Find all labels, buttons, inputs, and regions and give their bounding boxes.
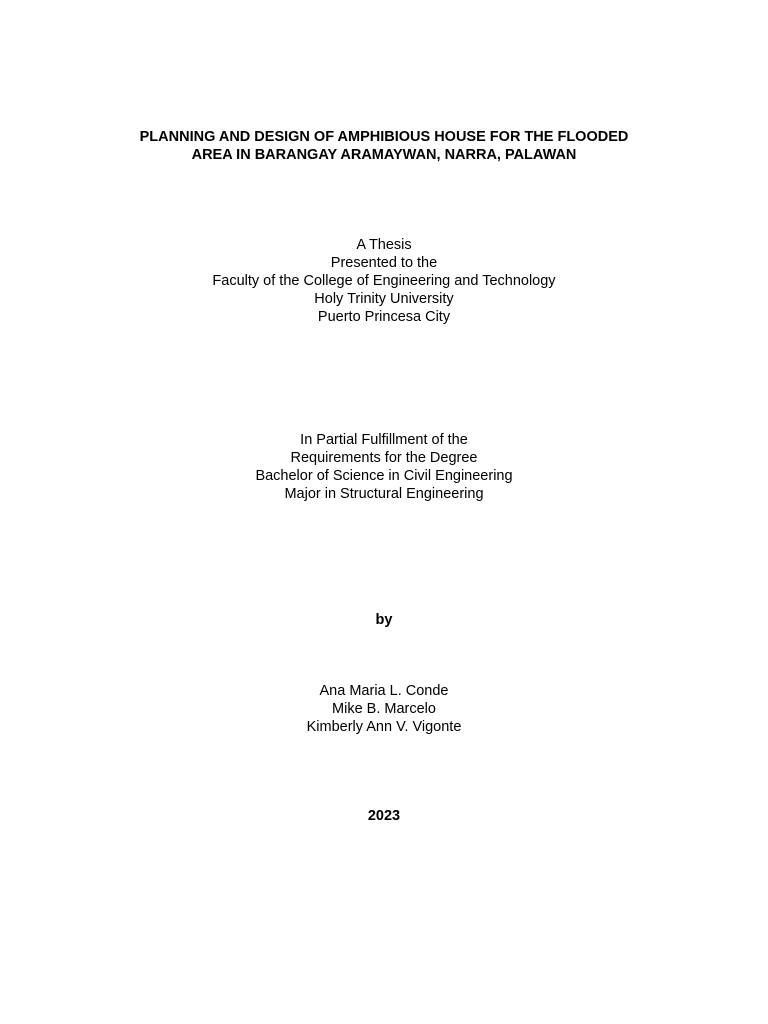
presentation-line: Puerto Princesa City	[317, 309, 451, 325]
presentation-line: Holy Trinity University	[314, 291, 454, 307]
fulfillment-block	[0, 431, 768, 503]
authors-block	[0, 682, 768, 736]
presentation-block	[0, 236, 768, 326]
presentation-line: Faculty of the College of Engineering and Technology	[212, 273, 556, 289]
presentation-line: A Thesis	[356, 237, 412, 253]
author-name: Kimberly Ann V. Vigonte	[306, 719, 462, 735]
author-name: Ana Maria L. Conde	[319, 683, 449, 699]
by-label-block	[0, 611, 768, 629]
fulfillment-line: Requirements for the Degree	[290, 450, 478, 466]
title-line-1: PLANNING AND DESIGN OF AMPHIBIOUS HOUSE FOR THE FLOODED	[139, 129, 629, 145]
by-label: by	[375, 612, 393, 628]
year-block	[0, 807, 768, 825]
thesis-title	[0, 128, 768, 164]
author-name: Mike B. Marcelo	[332, 701, 436, 717]
presentation-line: Presented to the	[330, 255, 438, 271]
year: 2023	[367, 808, 401, 824]
title-line-2: AREA IN BARANGAY ARAMAYWAN, NARRA, PALAWAN	[191, 147, 577, 163]
fulfillment-line: In Partial Fulfillment of the	[300, 432, 468, 448]
fulfillment-line: Major in Structural Engineering	[284, 486, 484, 502]
fulfillment-line: Bachelor of Science in Civil Engineering	[255, 468, 513, 484]
